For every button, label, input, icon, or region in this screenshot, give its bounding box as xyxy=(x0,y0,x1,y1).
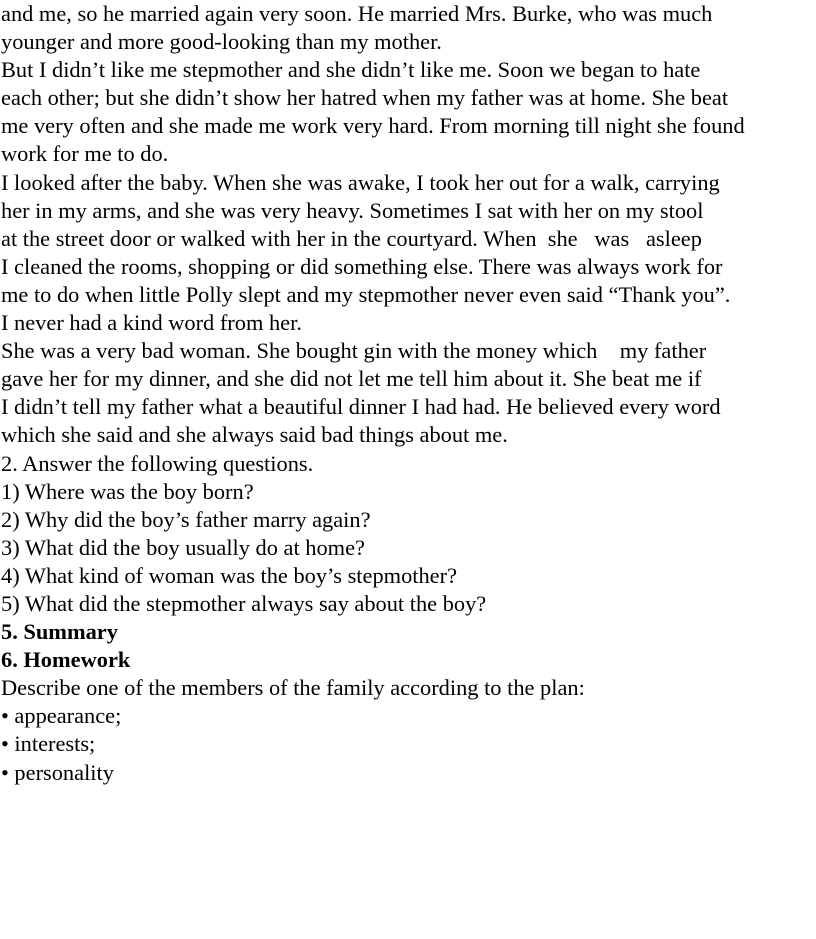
bullet-item: • personality xyxy=(1,759,114,785)
question-item: 5) What did the stepmother always say about the boy? xyxy=(1,590,487,616)
questions-section xyxy=(1,450,816,619)
story-line: which she said and she always said bad things about me. xyxy=(1,422,508,448)
summary-section xyxy=(1,618,816,646)
story-line: I didn’t tell my father what a beautiful dinner I had had. He believed every word xyxy=(1,394,721,420)
story-line: each other; but she didn’t show her hatred when my father was at home. She beat xyxy=(1,85,729,111)
story-line: gave her for my dinner, and she did not let me tell him about it. She beat me if xyxy=(1,366,702,392)
story-line: younger and more good-looking than my mother. xyxy=(1,29,442,55)
story-line: But I didn’t like me stepmother and she didn’t like me. Soon we began to hate xyxy=(1,57,701,83)
questions-heading: 2. Answer the following questions. xyxy=(1,450,314,476)
story-line: me to do when little Polly slept and my stepmother never even said “Thank you”. xyxy=(1,281,731,307)
story-line: me very often and she made me work very hard. From morning till night she found xyxy=(1,113,745,139)
story-line: I never had a kind word from her. xyxy=(1,310,302,336)
summary-heading: 5. Summary xyxy=(1,619,118,645)
story-line: She was a very bad woman. She bought gin with the money which my father xyxy=(1,338,707,364)
story-line: I looked after the baby. When she was awake, I took her out for a walk, carrying xyxy=(1,169,720,195)
homework-section xyxy=(1,646,816,786)
story-text xyxy=(1,0,816,450)
story-line: at the street door or walked with her in the courtyard. When she was asleep xyxy=(1,225,702,251)
homework-heading: 6. Homework xyxy=(1,647,131,673)
bullet-item: • interests; xyxy=(1,731,96,757)
story-line: work for me to do. xyxy=(1,141,169,167)
story-line: her in my arms, and she was very heavy. Sometimes I sat with her on my stool xyxy=(1,197,704,223)
question-item: 1) Where was the boy born? xyxy=(1,478,254,504)
homework-instruction: Describe one of the members of the family according to the plan: xyxy=(1,675,585,701)
story-line: and me, so he married again very soon. He married Mrs. Burke, who was much xyxy=(1,1,713,26)
story-line: I cleaned the rooms, shopping or did something else. There was always work for xyxy=(1,253,723,279)
question-item: 4) What kind of woman was the boy’s stepmother? xyxy=(1,562,458,588)
bullet-item: • appearance; xyxy=(1,703,122,729)
question-item: 3) What did the boy usually do at home? xyxy=(1,534,365,560)
question-item: 2) Why did the boy’s father marry again? xyxy=(1,506,371,532)
